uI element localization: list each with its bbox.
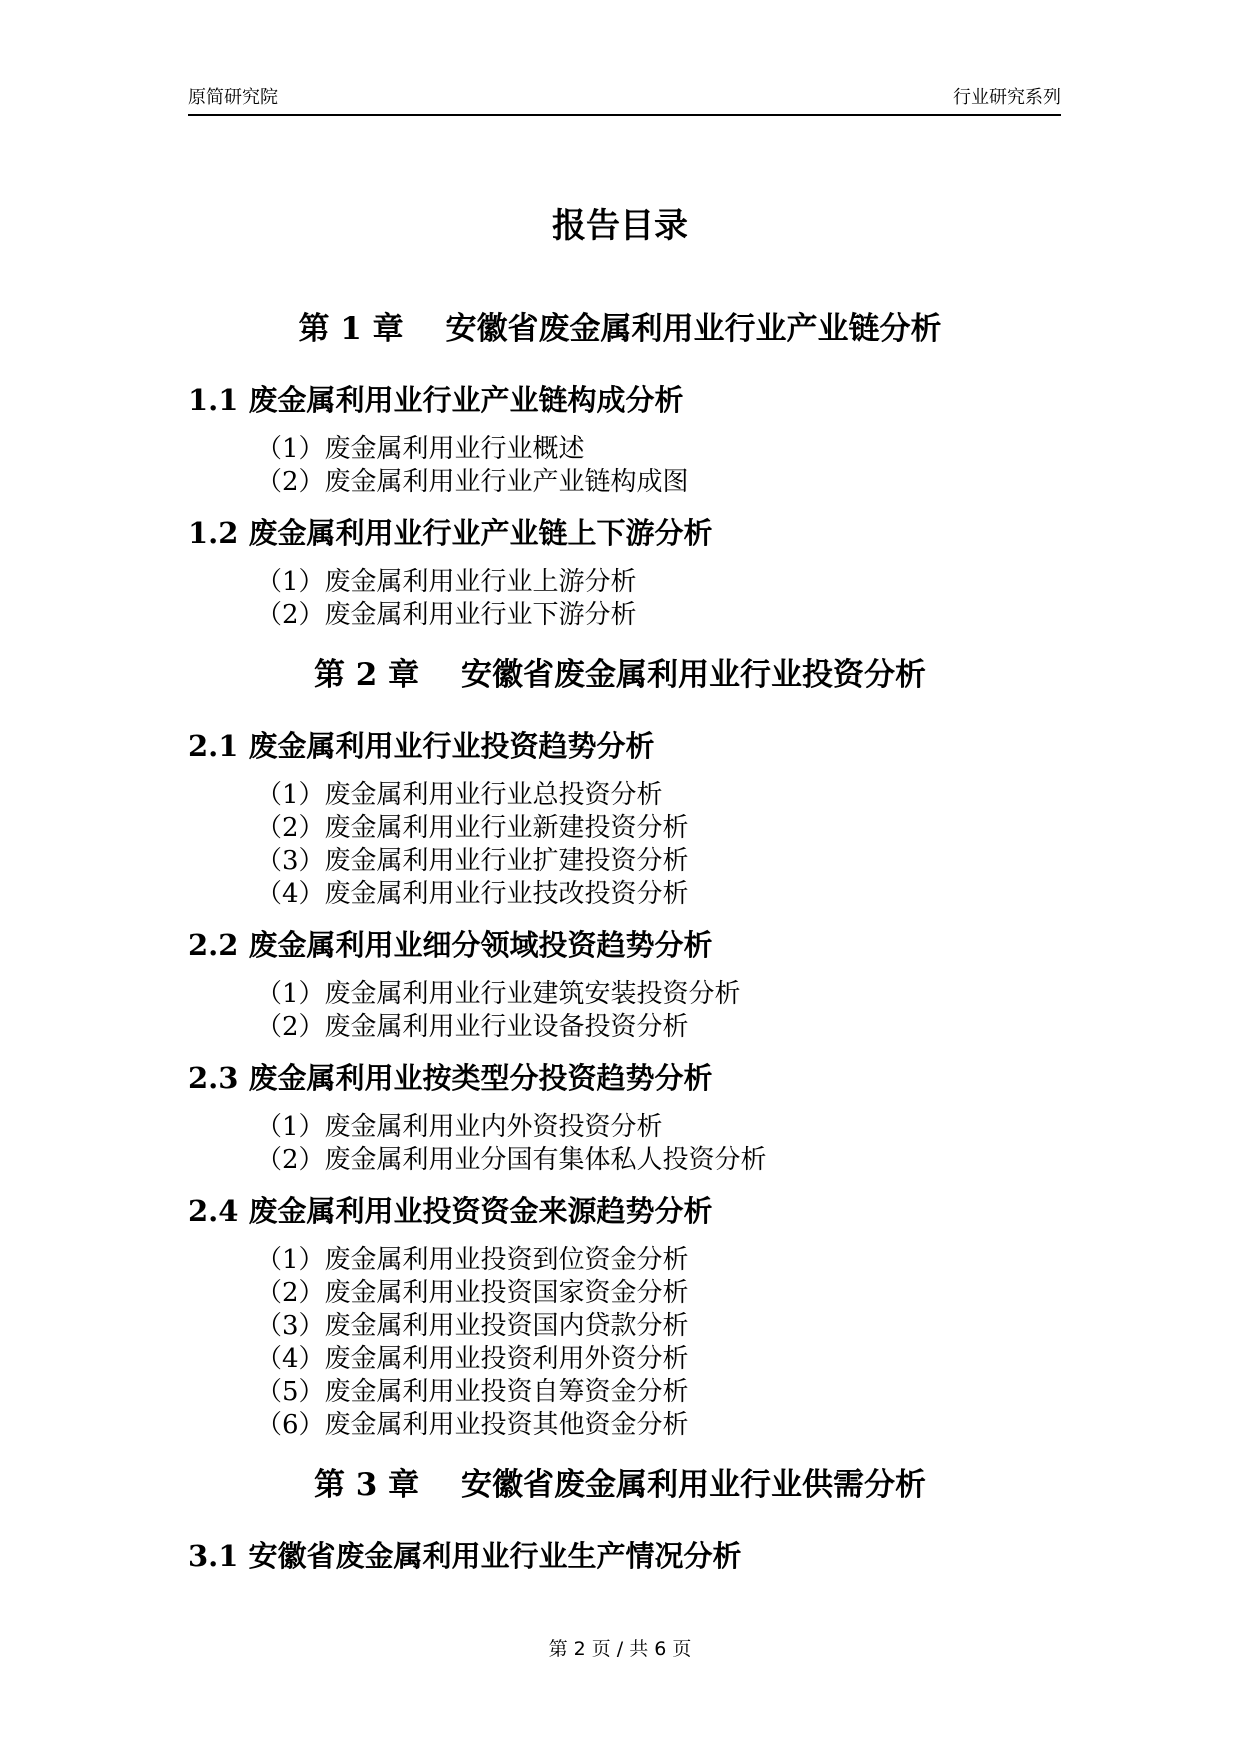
toc-item: （2）废金属利用业分国有集体私人投资分析 — [256, 1145, 767, 1175]
toc-item: （2）废金属利用业行业产业链构成图 — [256, 467, 689, 497]
toc-item: （3）废金属利用业行业扩建投资分析 — [256, 846, 689, 876]
toc-item: （3）废金属利用业投资国内贷款分析 — [256, 1311, 689, 1341]
toc-item: （1）废金属利用业内外资投资分析 — [256, 1112, 663, 1142]
toc-item: （6）废金属利用业投资其他资金分析 — [256, 1410, 689, 1440]
section-heading: 1.1 废金属利用业行业产业链构成分析 — [188, 383, 684, 417]
toc-item: （4）废金属利用业行业技改投资分析 — [256, 879, 689, 909]
page-header — [188, 84, 1061, 116]
header-series: 行业研究系列 — [953, 87, 1061, 108]
section-heading: 1.2 废金属利用业行业产业链上下游分析 — [188, 516, 713, 550]
chapter-heading: 第 3 章 安徽省废金属利用业行业供需分析 — [314, 1467, 926, 1503]
chapter-heading: 第 1 章 安徽省废金属利用业行业产业链分析 — [298, 311, 942, 347]
chapter-heading: 第 2 章 安徽省废金属利用业行业投资分析 — [314, 657, 926, 693]
section-heading: 2.2 废金属利用业细分领域投资趋势分析 — [188, 928, 713, 962]
toc-item: （2）废金属利用业行业设备投资分析 — [256, 1012, 689, 1042]
toc-item: （2）废金属利用业行业新建投资分析 — [256, 813, 689, 843]
page-number: 第 2 页 / 共 6 页 — [548, 1638, 692, 1660]
section-heading: 2.3 废金属利用业按类型分投资趋势分析 — [188, 1061, 713, 1095]
toc-item: （2）废金属利用业投资国家资金分析 — [256, 1278, 689, 1308]
section-heading: 2.4 废金属利用业投资资金来源趋势分析 — [188, 1194, 713, 1228]
section-heading: 2.1 废金属利用业行业投资趋势分析 — [188, 729, 655, 763]
toc-item: （2）废金属利用业行业下游分析 — [256, 600, 637, 630]
document-title: 报告目录 — [552, 206, 688, 246]
toc-item: （1）废金属利用业行业总投资分析 — [256, 780, 663, 810]
header-publisher: 原简研究院 — [188, 87, 278, 108]
toc-item: （5）废金属利用业投资自筹资金分析 — [256, 1377, 689, 1407]
toc-item: （1）废金属利用业行业建筑安装投资分析 — [256, 979, 741, 1009]
section-heading: 3.1 安徽省废金属利用业行业生产情况分析 — [188, 1539, 742, 1573]
toc-item: （1）废金属利用业投资到位资金分析 — [256, 1245, 689, 1275]
toc-item: （1）废金属利用业行业概述 — [256, 434, 585, 464]
toc-item: （4）废金属利用业投资利用外资分析 — [256, 1344, 689, 1374]
toc-item: （1）废金属利用业行业上游分析 — [256, 567, 637, 597]
